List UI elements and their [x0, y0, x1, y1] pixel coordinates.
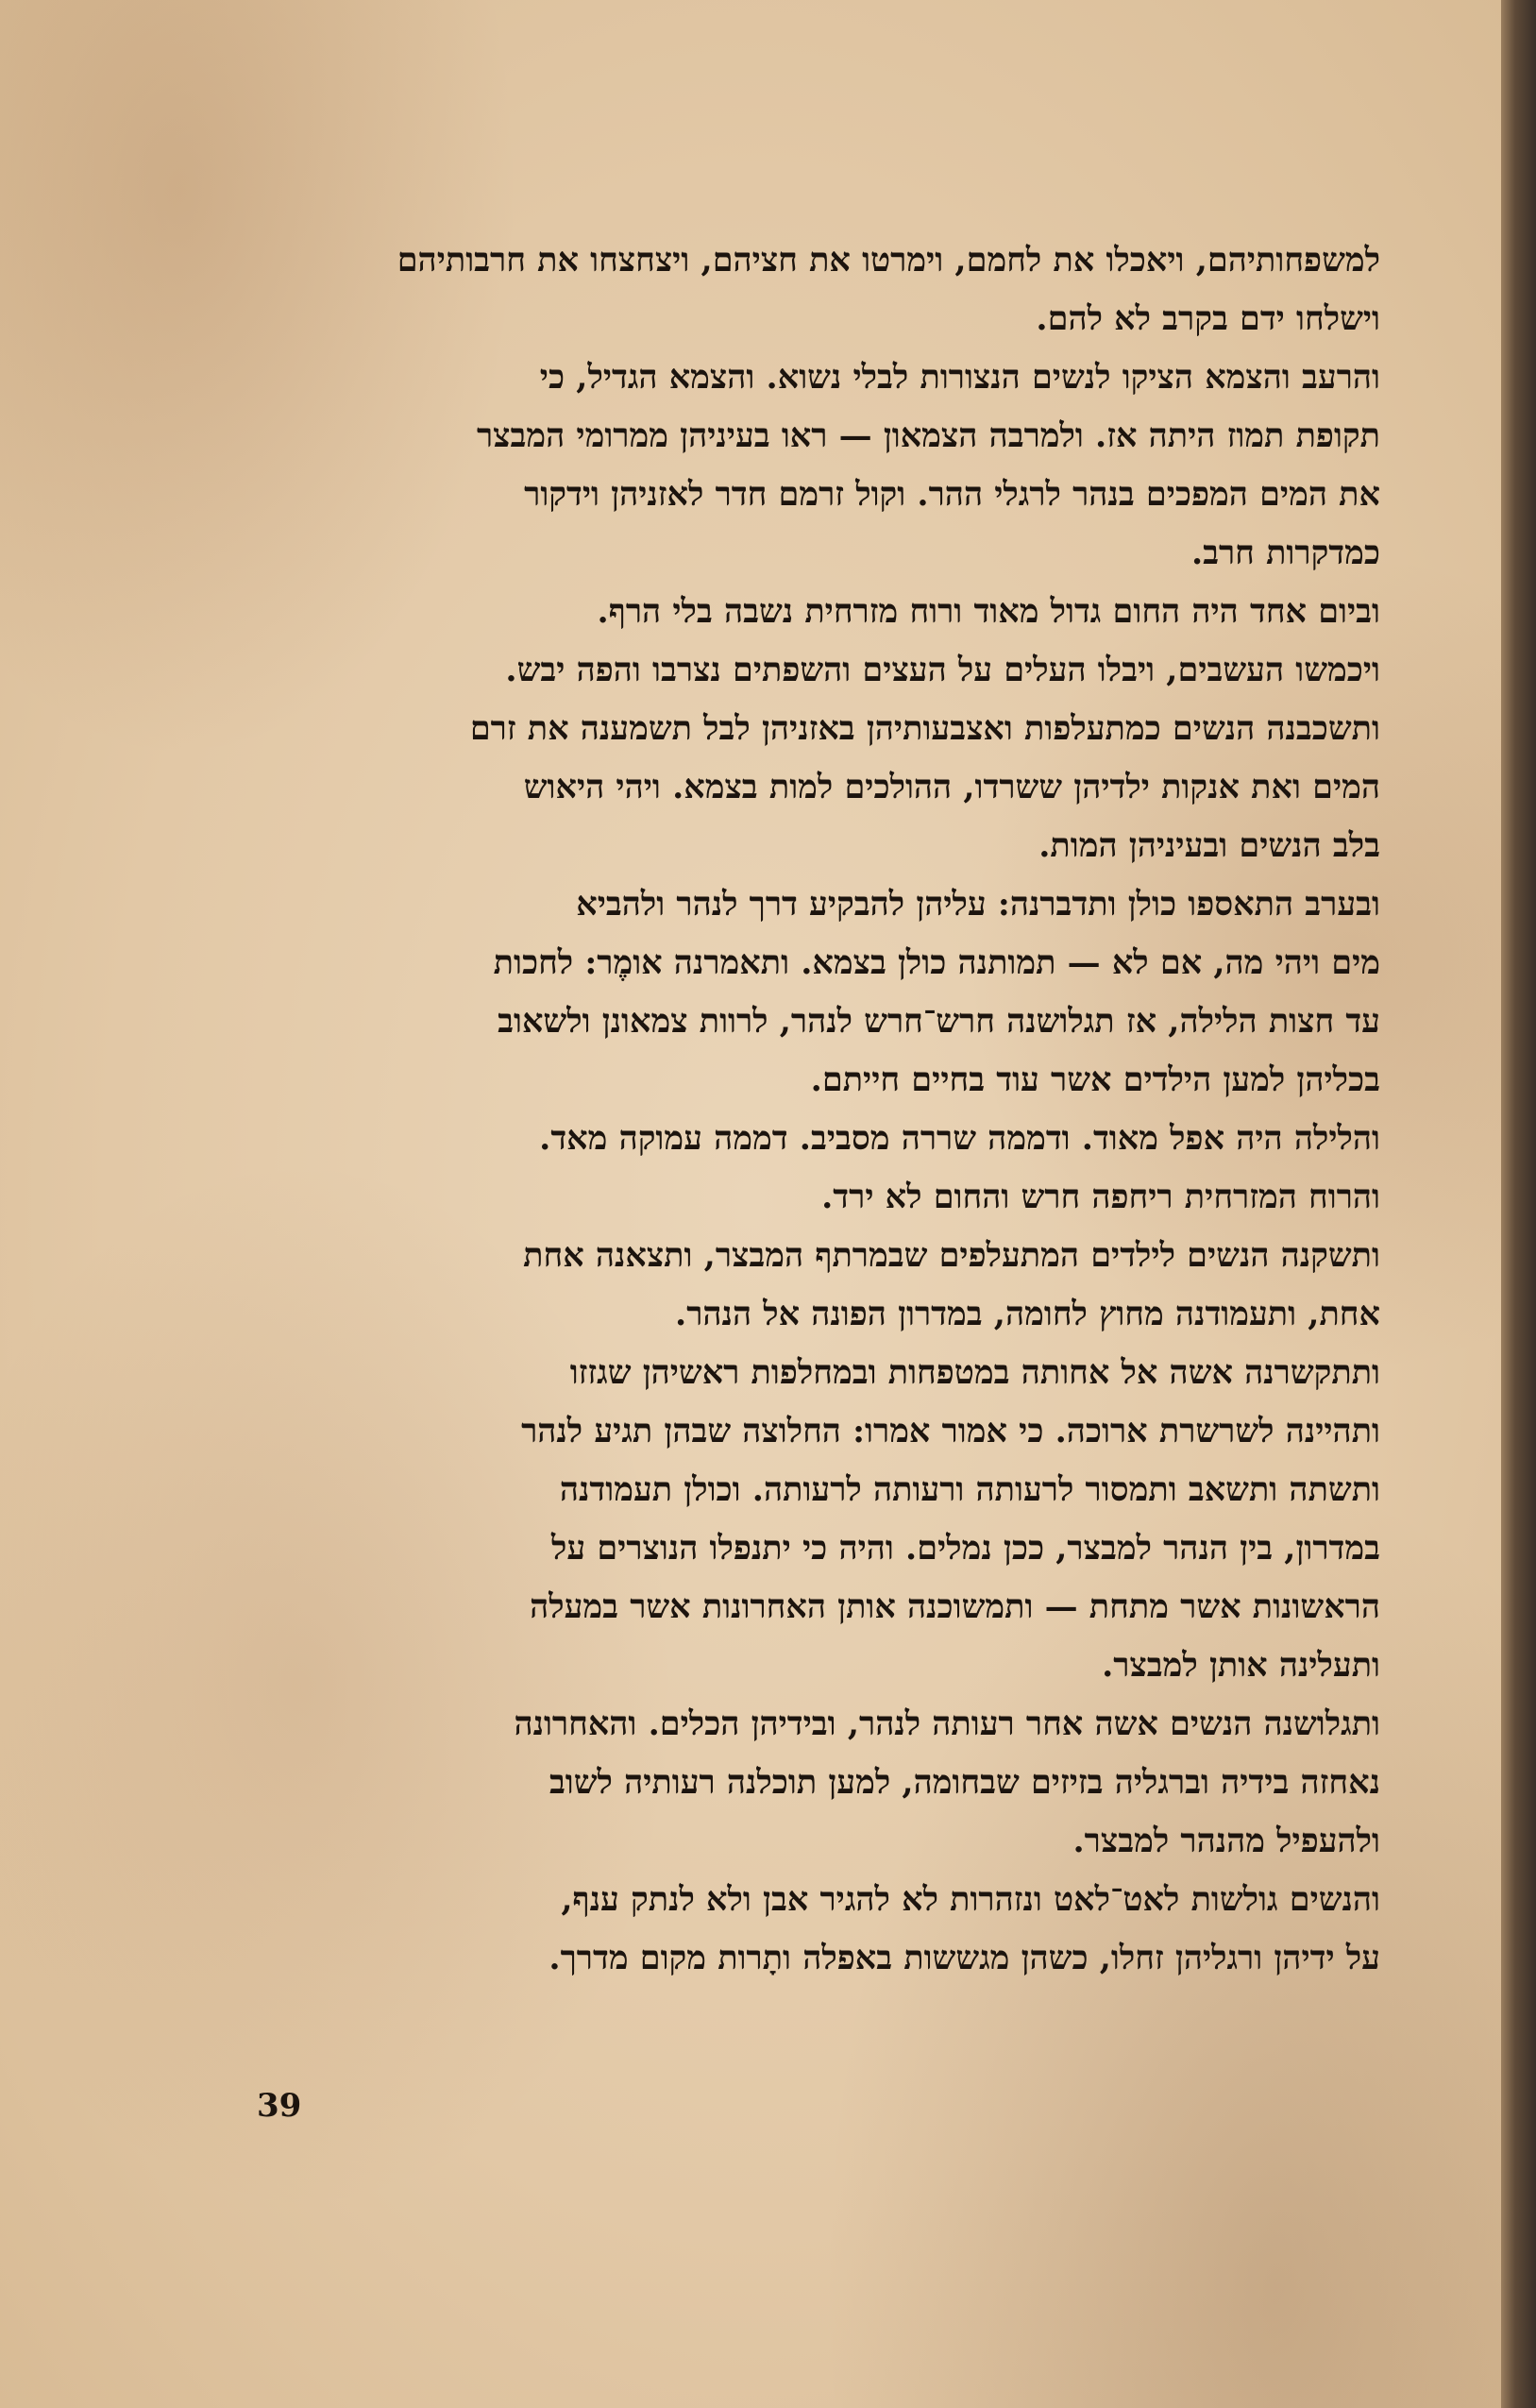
text-line: ותהיינה לשרשרת ארוכה. כי אמור אמרו: החלוצה שבהן תגיע לנהר	[521, 1412, 1380, 1450]
text-line: במדרון, בין הנהר למבצר, ככן נמלים. והיה כי יתנפלו הנוצרים על	[550, 1529, 1380, 1568]
paragraph-5	[255, 1110, 1380, 1227]
paragraph-1	[255, 231, 1380, 348]
paragraph-9	[255, 1871, 1380, 1988]
text-line: תקופת תמוז היתה אז. ולמרבה הצמאון — ראו בעיניהן ממרומי המבצר	[476, 416, 1380, 455]
text-line: את המים המפכים בנהר לרגלי ההר. וקול זרמם חדר לאזניהן וידקור	[524, 475, 1380, 514]
text-line: בכליהן למען הילדים אשר עוד בחיים חייתם.	[810, 1060, 1380, 1099]
text-line: ותתקשרנה אשה אל אחותה במטפחות ובמחלפות ראשיהן שגזזו	[569, 1353, 1380, 1392]
text-line: והנשים גולשות לאט־לאט ונזהרות לא להגיר אבן ולא לנתק ענף,	[561, 1880, 1380, 1919]
text-line: ולהעפיל מהנהר למבצר.	[1072, 1822, 1380, 1860]
text-line: המים ואת אנקות ילדיהן ששרדו, ההולכים למות בצמא. ויהי היאוש	[523, 768, 1380, 806]
text-line: וביום אחד היה החום גדול מאוד ורוח מזרחית נשבה בלי הרף.	[597, 592, 1380, 631]
text-line: ובערב התאספו כולן ותדברנה: עליהן להבקיע דרך לנהר ולהביא	[576, 885, 1380, 924]
text-line: ותגלושנה הנשים אשה אחר רעותה לנהר, ובידיהן הכלים. והאחרונה	[514, 1704, 1380, 1743]
text-line: כמדקרות חרב.	[1190, 534, 1380, 572]
text-line: ותעלינה אותן למבצר.	[1102, 1646, 1380, 1685]
text-line: נאחזה בידיה וברגליה בזיזים שבחומה, למען תוכלנה רעותיה לשוב	[549, 1763, 1380, 1802]
paragraph-4	[255, 875, 1380, 1110]
paragraph-3	[255, 583, 1380, 875]
text-line: מים ויהי מה, אם לא — תמותנה כולן בצמא. ותאמרנה אומֶר: לחכות	[493, 943, 1380, 982]
text-line: והרוח המזרחית ריחפה חרש והחום לא ירד.	[821, 1178, 1380, 1216]
text-line: וישלחו ידם בקרב לא להם.	[1036, 299, 1380, 338]
page-edge-shadow	[1501, 0, 1536, 2408]
text-line: ותשתה ותשאב ותמסור לרעותה ורעותה לרעותה. וכולן תעמודנה	[559, 1470, 1380, 1509]
page-number: 39	[257, 2087, 302, 2125]
text-line: עד חצות הלילה, אז תגלושנה חרש־חרש לנהר, לרוות צמאונן ולשאוב	[498, 1002, 1380, 1041]
text-body	[255, 231, 1380, 1988]
text-line: בלב הנשים ובעיניהן המות.	[1038, 826, 1380, 865]
text-line: והלילה היה אפל מאוד. ודממה שררה מסביב. דממה עמוקה מאד.	[539, 1119, 1380, 1158]
text-line: והרעב והצמא הציקו לנשים הנצורות לבלי נשוא. והצמא הגדיל, כי	[539, 358, 1380, 397]
paragraph-7	[255, 1344, 1380, 1695]
text-line: אחת, ותעמודנה מחוץ לחומה, במדרון הפונה אל הנהר.	[675, 1295, 1380, 1333]
paragraph-8	[255, 1695, 1380, 1871]
text-line: ותשכבנה הנשים כמתעלפות ואצבעותיהן באזניהן לבל תשמענה את זרם	[469, 709, 1380, 748]
paragraph-6	[255, 1227, 1380, 1344]
text-line: למשפחותיהם, ויאכלו את לחמם, וימרטו את חציהם, ויצחצחו את חרבותיהם	[397, 241, 1380, 280]
text-line: הראשונות אשר מתחת — ותמשוכנה אותן האחרונות אשר במעלה	[530, 1587, 1380, 1626]
text-line: ותשקנה הנשים לילדים המתעלפים שבמרתף המבצר, ותצאנה אחת	[523, 1236, 1380, 1275]
text-line: על ידיהן ורגליהן זחלו, כשהן מגששות באפלה ותָרות מקום מדרך.	[549, 1939, 1380, 1977]
text-line: ויכמשו העשבים, ויבלו העלים על העצים והשפתים נצרבו והפה יבש.	[505, 651, 1380, 689]
paragraph-2	[255, 348, 1380, 583]
